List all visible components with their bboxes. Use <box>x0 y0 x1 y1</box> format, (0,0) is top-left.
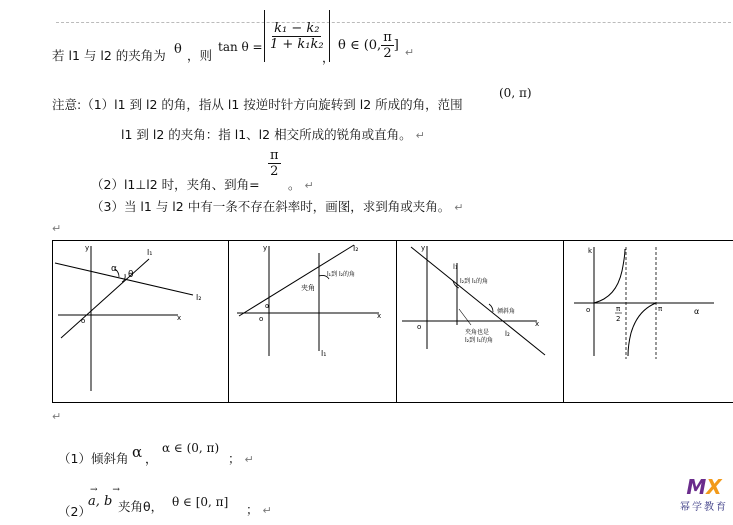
figure-panel-3 <box>396 240 564 403</box>
formula-tan-lhs: tan θ = <box>218 40 263 54</box>
fig2-line-l2 <box>239 245 354 316</box>
fig4-k-label: k <box>588 247 593 255</box>
fig1-line-l1 <box>61 259 149 338</box>
note-range: (0, π) <box>499 86 532 100</box>
figure-4-svg <box>564 241 733 403</box>
fig3-included-label-2: l₂到 l₁的角 <box>465 337 494 344</box>
return-mark: ↵ <box>262 504 272 517</box>
fig1-l1-label: l₁ <box>147 248 153 257</box>
note-label: 注意:（1）l1 到 l2 的角，指从 l1 按逆时针方向旋转到 l2 所成的角，范围 <box>52 97 463 112</box>
fig1-y-label: y <box>85 244 90 252</box>
item2-end <box>288 175 314 193</box>
figure-1-svg <box>53 241 229 403</box>
return-mark: ↵ <box>52 222 62 235</box>
formula-comma: ， <box>322 50 335 65</box>
fig3-l2-label: l₂ <box>505 330 510 338</box>
bottom-item2-end-text: ； <box>246 502 259 517</box>
bottom-item1-range: α ∈ (0, π) <box>162 441 220 455</box>
formula-fraction <box>268 21 326 52</box>
fig1-alpha-label: α <box>111 264 117 274</box>
formula-range-open: θ ∈ (0, <box>338 38 382 53</box>
return-mark: ↵ <box>52 410 62 423</box>
formula-denominator: 1 + k₁k₂ <box>270 36 324 52</box>
item2-fraction <box>268 148 281 179</box>
item2-den: 2 <box>270 164 279 179</box>
formula-then: ，则 <box>187 48 213 63</box>
logo-mark-m: M <box>686 475 707 499</box>
item3-text-body: （3）当 l1 与 l2 中有一条不存在斜率时，画图，求到角或夹角。 <box>91 199 451 214</box>
formula-range-close: ] <box>393 38 399 53</box>
fig2-y-label: y <box>263 244 268 252</box>
fig3-incline-label: 倾斜角 <box>497 308 516 315</box>
fig4-pi-half-den: 2 <box>616 315 621 323</box>
logo-caption: 幂学教育 <box>680 502 728 513</box>
fig3-l2-to-l1-label: l₂到 l₁的角 <box>460 278 489 285</box>
fig2-included-label: 夹角 <box>301 284 315 292</box>
bottom-item1-label: （1）倾斜角 <box>58 451 129 466</box>
fig4-tan-branch-2 <box>628 303 656 356</box>
bottom-item2-label: （2） <box>58 504 91 519</box>
fig4-pi-label: π <box>658 305 663 313</box>
fig2-angle-label: l₁到 l₂的角 <box>327 271 356 278</box>
fig4-pi-half-num: π <box>616 305 621 313</box>
formula-range-frac <box>381 30 394 61</box>
formula-abs-bars <box>264 10 330 62</box>
figure-panel-1 <box>52 240 229 403</box>
fig2-alpha-label: α <box>265 302 270 310</box>
item3-text <box>91 197 463 215</box>
bottom-item2-vec: a, b <box>88 494 113 509</box>
fig2-origin-label: o <box>259 315 264 323</box>
fig3-y-label: y <box>421 244 426 252</box>
fig4-alpha-label: α <box>694 307 700 316</box>
fig1-x-label: x <box>177 314 182 322</box>
return-mark: ↵ <box>415 129 425 142</box>
figure-3-svg <box>397 241 564 403</box>
logo-mark <box>676 476 732 498</box>
fig3-x-label: x <box>535 320 540 328</box>
fig3-included-label-1: 夹角也是 <box>465 329 490 336</box>
formula-theta: θ <box>174 42 182 57</box>
return-mark: ↵ <box>404 46 415 59</box>
fig1-origin-label: o <box>81 317 86 325</box>
figure-panel-2 <box>228 240 397 403</box>
formula-numerator: k₁ − k₂ <box>274 20 320 36</box>
bottom-item1-sep: ， <box>145 451 158 466</box>
figure-2-svg <box>229 241 397 403</box>
return-mark: ↵ <box>244 453 254 466</box>
logo-mark-x: X <box>706 475 722 499</box>
formula-range-den: 2 <box>383 46 392 61</box>
note-angle-def <box>121 125 425 143</box>
fig4-tan-branch-1 <box>594 249 625 303</box>
fig2-x-label: x <box>377 312 382 320</box>
bottom-item1-alpha: α <box>132 443 143 461</box>
bottom-item2-range: θ ∈ [0, π] <box>172 495 229 509</box>
fig1-line-l2 <box>55 263 193 295</box>
return-mark: ↵ <box>304 179 314 192</box>
item2-num: π <box>270 148 279 163</box>
fig3-pointer <box>459 309 471 325</box>
bottom-item1-end-text: ； <box>228 451 241 466</box>
fig1-l2-label: l₂ <box>196 293 202 302</box>
fig3-l1-label: l₁ <box>453 263 458 271</box>
bottom-item1-end <box>228 449 254 467</box>
brand-logo <box>676 476 732 513</box>
item2-text: （2）l1⊥l2 时，夹角、到角= <box>91 177 260 192</box>
fig2-l1-label: l₁ <box>321 349 327 358</box>
fig2-l2-label: l₂ <box>353 244 359 253</box>
vector-arrows: → → <box>90 485 126 495</box>
fig4-origin-label: o <box>586 306 591 314</box>
figure-panel-4 <box>563 240 733 403</box>
note-angle-def-text: l1 到 l2 的夹角：指 l1、l2 相交所成的锐角或直角。 <box>121 127 412 142</box>
formula-lead: 若 l1 与 l2 的夹角为 <box>52 48 166 63</box>
formula-range <box>338 30 414 61</box>
fig1-theta-label: θ <box>128 270 134 280</box>
formula-range-num: π <box>383 30 392 45</box>
bottom-item2-mid: 夹角θ， <box>118 499 164 514</box>
fig3-origin-label: o <box>417 323 422 331</box>
return-mark: ↵ <box>454 201 464 214</box>
item2-end-text: 。 <box>288 177 301 192</box>
top-dashed-rule <box>56 22 733 23</box>
bottom-item2-end <box>246 500 272 518</box>
